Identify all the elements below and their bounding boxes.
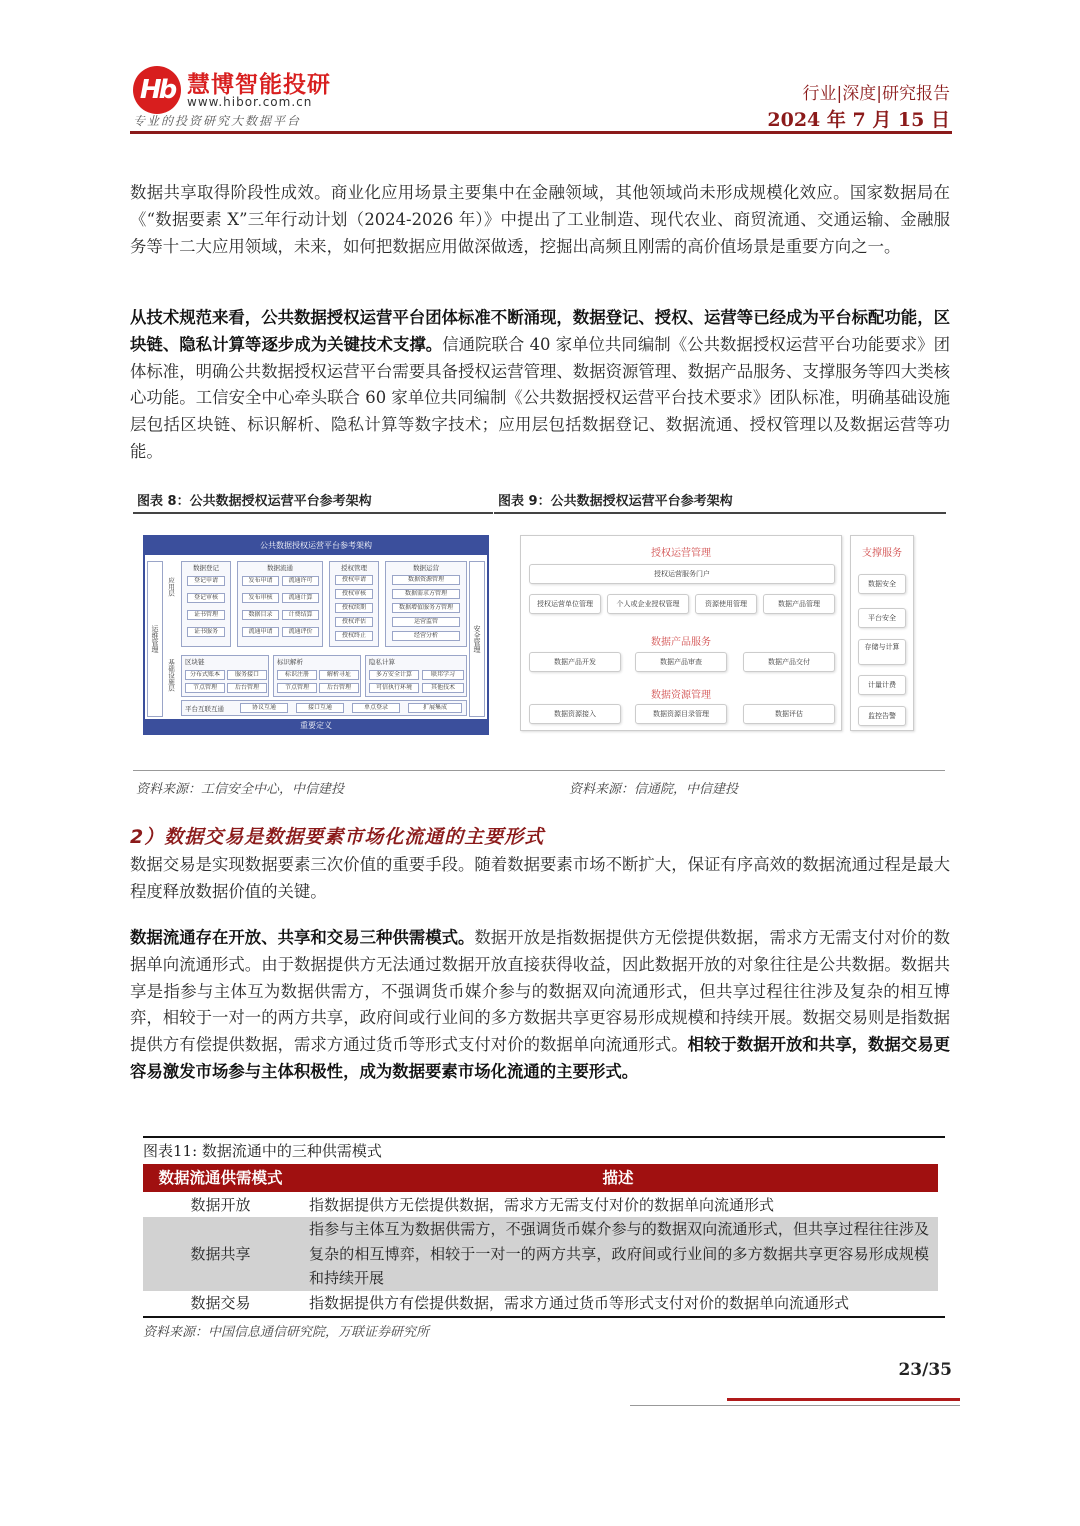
- f8-security-side: 安全管理: [469, 561, 485, 717]
- table-cell-desc: 指数据提供方无偿提供数据，需求方无需支付对价的数据单向流通形式: [309, 1196, 775, 1214]
- f8-box: 解析寻址: [319, 670, 359, 680]
- f8-box: 授权审核: [335, 589, 373, 599]
- f9-support-title: 支撑服务: [862, 548, 902, 559]
- f9-box: 存储与计算: [858, 639, 906, 665]
- f8-box: 发布申请: [242, 576, 279, 586]
- f8-box: 数据增值服务方管理: [392, 603, 460, 613]
- f8-box: 计费结算: [282, 610, 319, 620]
- figure-8-source: 资料来源：工信安全中心，中信建投: [136, 782, 345, 797]
- paragraph-3: 数据交易是实现数据要素三次价值的重要手段。随着数据要素市场不断扩大，保证有序高效的数据流通过程是最大程度释放数据价值的关键。: [130, 855, 950, 901]
- f8-box: 扩展集成: [408, 703, 462, 713]
- f9-mgmt-title: 授权运营管理: [651, 548, 711, 559]
- logo-slogan: 专业的投资研究大数据平台: [133, 114, 302, 128]
- report-category: 行业|深度|研究报告: [802, 84, 950, 104]
- table-cell-mode: 数据共享: [190, 1245, 251, 1263]
- table-cell-desc: 指参与主体互为数据供需方，不强调货币媒介参与的数据双向流通形式，但共享过程往往涉及复杂的相互博弈，相较于一对一的两方共享，政府间或行业间的多方数据共享更容易形成规模和持续开展: [309, 1220, 929, 1287]
- f8-app-layer-label: 应用层: [167, 577, 175, 597]
- f9-box: 数据评估: [743, 704, 835, 724]
- table-top-rule: [143, 1136, 945, 1138]
- f8-box: 证书管理: [187, 610, 225, 620]
- f8-box: 多方安全计算: [369, 670, 419, 680]
- figure-9-diagram: [520, 535, 914, 731]
- f8-box: 授权评估: [335, 617, 373, 627]
- figure-9-title: 图表 9：公共数据授权运营平台参考架构: [498, 494, 733, 509]
- f9-portal-box: 授权运营服务门户: [529, 564, 835, 584]
- f8-box: 数据资源管理: [392, 575, 460, 585]
- f8-box: 流通许可: [282, 576, 319, 586]
- table-col-desc: 描述: [602, 1168, 634, 1187]
- f8-box: 可信执行环境: [369, 683, 419, 693]
- logo-mark-icon: Hb: [133, 66, 181, 114]
- f8-box: 运营监管: [392, 617, 460, 627]
- f8-group-flow: [237, 561, 323, 647]
- f8-box: 接口互通: [296, 703, 344, 713]
- f9-box: 监控告警: [858, 706, 906, 726]
- f8-box: 流通计算: [282, 593, 319, 603]
- paragraph-4: [130, 925, 950, 1086]
- figure-8-diagram: [143, 535, 489, 735]
- paragraph-4-conclusion: 相较于数据开放和共享，数据交易更容易激发市场参与主体积极性，成为数据要素市场化流通的主要形式。: [130, 1035, 951, 1081]
- paragraph-2: [130, 305, 950, 466]
- paragraph-2-body: 信通院联合 40 家单位共同编制《公共数据授权运营平台功能要求》团体标准，明确公共数据授权运营平台需要具备授权运营管理、数据资源管理、数据产品服务、支撑服务等四大类核心功能。工信安全中心牵头联合 60 家单位共同编制《公共数据授权运营平台技术要求》团队标准，明确基础设施层包括区块链、标识解析、隐私计算等数字技术；应用层包括数据登记、数据流通、授权管理以及数据运营等功能。: [130, 334, 950, 461]
- f8-group-title: 数据运营: [413, 564, 439, 572]
- table-cell-mode: 数据开放: [190, 1196, 251, 1214]
- f8-box: 后台管理: [227, 683, 267, 693]
- f9-main-panel: [520, 535, 842, 731]
- f8-base-layer-label: 基础设施层: [167, 659, 175, 692]
- figure-9-rule: [494, 512, 946, 514]
- f8-group-chain: [181, 655, 269, 697]
- figure-source-rule: [133, 770, 945, 771]
- f8-group-auth: [329, 561, 379, 647]
- f8-footer: 重要定义: [145, 719, 487, 733]
- f9-box: 平台安全: [858, 608, 906, 628]
- f9-support-panel: [850, 535, 914, 731]
- f8-header: 公共数据授权运营平台参考架构: [145, 537, 487, 555]
- f8-box: 数据需求方管理: [392, 589, 460, 599]
- f9-box: 数据产品交付: [743, 652, 835, 672]
- logo-name: 慧博智能投研: [187, 72, 331, 98]
- section-heading: 2）数据交易是数据要素市场化流通的主要形式: [130, 826, 545, 848]
- table-bottom-rule: [143, 1316, 945, 1318]
- paragraph-4-lead: 数据流通存在开放、共享和交易三种供需模式。: [130, 928, 475, 947]
- f8-box: 分布式账本: [185, 670, 225, 680]
- f9-box: 数据产品审查: [635, 652, 727, 672]
- page-number: 23/35: [898, 1360, 952, 1380]
- f8-box: 授权申请: [335, 575, 373, 585]
- f9-box: 数据资源目录管理: [635, 704, 727, 724]
- f8-box: 登记审核: [187, 593, 225, 603]
- f8-group-ops: [385, 561, 467, 647]
- paragraph-4-body: 数据开放是指数据提供方无偿提供数据，需求方无需支付对价的数据单向流通形式。由于数据提供方无法通过数据开放直接获得收益，因此数据开放的对象往往是公共数据。数据共享是指参与主体互为数据供需方，不强调货币媒介参与的数据双向流通形式，但共享过程往往涉及复杂的相互博弈，相较于一对一的两方共享，政府间或行业间的多方数据共享更容易形成规模和持续开展。数据交易则是指数据提供方有偿提供数据，需求方通过货币等形式支付对价的数据单向流通形式。: [130, 928, 951, 1055]
- f8-box: 授权续期: [335, 603, 373, 613]
- f8-group-register: [181, 561, 231, 647]
- f9-box: 数据资源接入: [529, 704, 621, 724]
- f8-box: 后台管理: [319, 683, 359, 693]
- f9-box: 数据产品开发: [529, 652, 621, 672]
- f8-box: 证书服务: [187, 627, 225, 637]
- f8-group-title: 数据流通: [267, 564, 293, 572]
- f8-box: 经营分析: [392, 631, 460, 641]
- f8-group-ident: [273, 655, 361, 697]
- table-11-title: 图表11: 数据流通中的三种供需模式: [143, 1142, 382, 1160]
- f9-box: 计量计费: [858, 675, 906, 695]
- paragraph-1: 数据共享取得阶段性成效。商业化应用场景主要集中在金融领域，其他领域尚未形成规模化效应。国家数据局在《“数据要素 X”三年行动计划（2024-2026 年）》中提出了工业制造、现代农业、商贸流通、交通运输、金融服务等十二大应用领域，未来，如何把数据应用做深做透，挖掘出高频且刚需的高价值场景是重要方向之一。: [130, 183, 950, 256]
- f8-box: 节点管理: [185, 683, 225, 693]
- f8-box: 标识注册: [277, 670, 317, 680]
- table-row: [143, 1217, 938, 1291]
- table-cell-desc: 指数据提供方有偿提供数据，需求方通过货币等形式支付对价的数据单向流通形式: [309, 1294, 850, 1312]
- f8-ops-side: 运维管理: [147, 561, 163, 717]
- paragraph-2-lead: 从技术规范来看，公共数据授权运营平台团体标准不断涌现，数据登记、授权、运营等已经成为平台标配功能，区块链、隐私计算等逐步成为关键技术支撑。: [130, 308, 950, 354]
- f8-group-title: 平台互联互通: [185, 705, 224, 713]
- table-row: [143, 1192, 938, 1218]
- footer-accent-rule: [727, 1398, 960, 1401]
- f8-box: 流通评价: [282, 627, 319, 637]
- f9-box: 数据产品管理: [763, 594, 835, 614]
- header-divider: [130, 131, 952, 134]
- f8-box: 授权终止: [335, 631, 373, 641]
- table-row: [143, 1290, 938, 1316]
- table-header-row: [143, 1164, 938, 1192]
- table-col-mode: 数据流通供需模式: [158, 1168, 283, 1187]
- f8-group-interop: [181, 700, 467, 716]
- f8-group-title: 区块链: [185, 658, 205, 666]
- f8-box: 登记申请: [187, 576, 225, 586]
- f8-group-title: 隐私计算: [369, 658, 395, 666]
- f8-box: 服务接口: [227, 670, 267, 680]
- figure-8-title: 图表 8：公共数据授权运营平台参考架构: [137, 494, 372, 509]
- f8-box: 协议互通: [240, 703, 288, 713]
- f8-box: 流通申请: [242, 627, 279, 637]
- figure-8-rule: [133, 512, 493, 514]
- f9-box: 个人或企业授权管理: [607, 594, 689, 614]
- f8-box: 单点登录: [352, 703, 400, 713]
- f8-box: 数据目录: [242, 610, 279, 620]
- hibor-logo: [133, 62, 333, 132]
- table-cell-mode: 数据交易: [190, 1294, 251, 1312]
- f8-box: 节点管理: [277, 683, 317, 693]
- f9-product-title: 数据产品服务: [651, 637, 711, 648]
- figure-9-source: 资料来源：信通院，中信建投: [569, 782, 739, 797]
- f8-group-title: 数据登记: [193, 564, 219, 572]
- report-date: 2024 年 7 月 15 日: [767, 109, 950, 131]
- f8-box: 发布审核: [242, 593, 279, 603]
- footer-rule: [630, 1405, 960, 1406]
- f8-group-title: 标识解析: [277, 658, 303, 666]
- f9-resource-title: 数据资源管理: [651, 690, 711, 701]
- f8-box: 其他技术: [422, 683, 464, 693]
- f8-group-privacy: [365, 655, 467, 697]
- f8-box: 联邦学习: [422, 670, 464, 680]
- f8-group-title: 授权管理: [341, 564, 367, 572]
- f9-box: 数据安全: [858, 574, 906, 594]
- f9-box: 授权运营单位管理: [529, 594, 601, 614]
- table-11-source: 资料来源：中国信息通信研究院，万联证券研究所: [143, 1325, 430, 1340]
- logo-url[interactable]: www.hibor.com.cn: [187, 95, 313, 109]
- f9-box: 资源使用管理: [695, 594, 757, 614]
